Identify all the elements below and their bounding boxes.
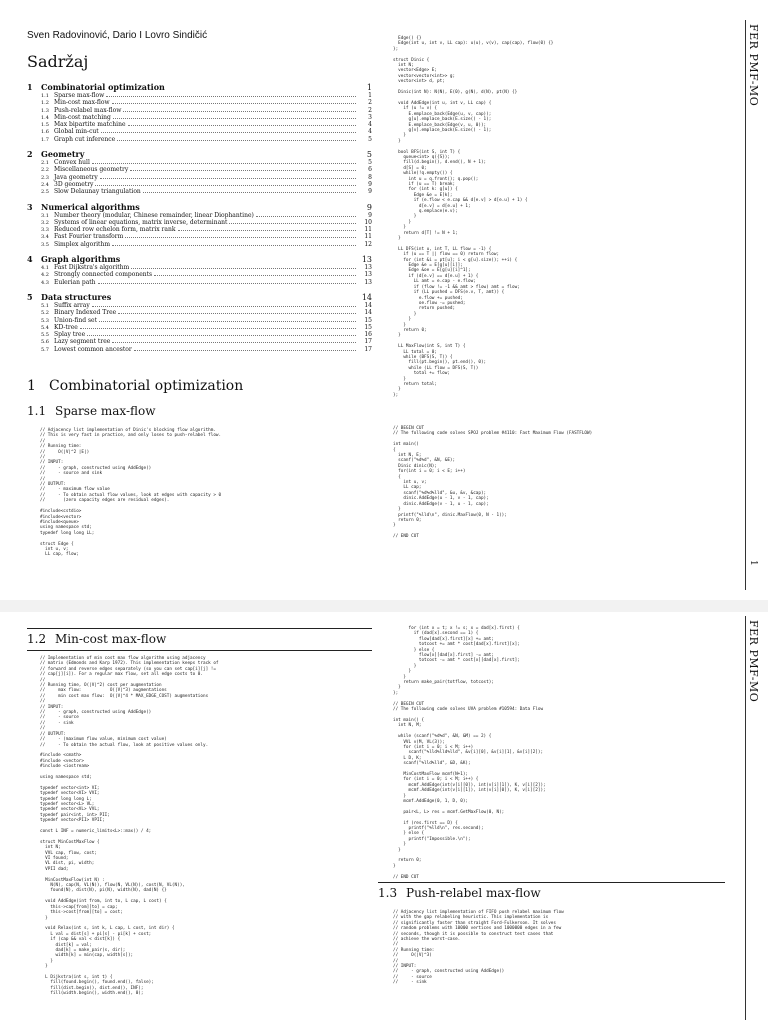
toc-dot-leader bbox=[95, 181, 356, 186]
toc-entry-page: 13 bbox=[364, 271, 372, 279]
toc-dot-leader bbox=[134, 346, 356, 351]
toc-section[interactable] bbox=[27, 82, 372, 92]
subsection-heading bbox=[27, 404, 156, 418]
toc-entry-number: 3.2 bbox=[41, 219, 49, 226]
toc-entry-number: 5.4 bbox=[41, 324, 49, 331]
toc-entry[interactable] bbox=[27, 271, 372, 278]
toc-entry-number: 1.7 bbox=[41, 136, 49, 143]
toc-entry[interactable] bbox=[27, 233, 372, 240]
toc-dot-leader bbox=[112, 338, 356, 343]
toc-section[interactable] bbox=[27, 254, 372, 264]
toc-entry-number: 2.5 bbox=[41, 189, 49, 196]
toc-entry-title: Union-find set bbox=[54, 316, 97, 324]
toc-entry-page: 15 bbox=[364, 316, 372, 324]
toc-entry-page: 1 bbox=[368, 92, 372, 99]
authors: Sven Radovinović, Dario I Lovro Sindičić bbox=[27, 30, 208, 41]
toc-dot-leader bbox=[87, 331, 356, 336]
toc-entry-number: 5.6 bbox=[41, 339, 49, 346]
toc-entry-number: 1.4 bbox=[41, 114, 49, 121]
page-number: 1 bbox=[748, 560, 758, 566]
toc-entry-page: 11 bbox=[364, 233, 372, 241]
toc-entry-title: Push-relabel max-flow bbox=[54, 106, 122, 114]
toc-entry-page: 6 bbox=[368, 166, 372, 174]
toc-section-num: 5 bbox=[27, 291, 33, 302]
toc-entry-number: 5.5 bbox=[41, 332, 49, 339]
toc-entry[interactable] bbox=[27, 188, 372, 195]
toc-entry-page: 2 bbox=[368, 106, 372, 114]
toc-section[interactable] bbox=[27, 292, 372, 302]
margin-mark: FER PMF-MO bbox=[747, 24, 760, 107]
toc-entry[interactable] bbox=[27, 331, 372, 338]
toc-dot-leader bbox=[178, 226, 357, 231]
toc-dot-leader bbox=[92, 159, 356, 164]
toc-entry-number: 1.2 bbox=[41, 100, 49, 107]
toc-entry-number: 4.3 bbox=[41, 279, 49, 286]
subsection-title: Min-cost max-flow bbox=[55, 632, 167, 646]
toc-entry-page: 12 bbox=[364, 240, 372, 248]
toc-entry-title: Number theory (modular, Chinese remainder, linear Diophantine) bbox=[54, 211, 254, 219]
toc-entry-title: Lowest common ancestor bbox=[54, 345, 132, 353]
toc-dot-leader bbox=[113, 114, 356, 119]
toc-entry-page: 9 bbox=[368, 188, 372, 196]
section-number: 1 bbox=[27, 378, 36, 394]
toc-dot-leader bbox=[118, 309, 356, 314]
code-block-push-relabel: // Adjacency list implementation of FIFO push relabel maximum flow // with the gap relabeling heuristic. This implementation is // significantly faster than straight Ford-Fulkerson. It solves // random problems with 10000 vertices and 1000000 edges in a few // seconds, though it is possible to construct test cases that // achieve the worst-case. // // Running time: // O(|V|^3) // // INPUT: // - graph, constructed using AddEdge() // - source // - sink bbox=[393, 910, 564, 986]
toc-entry-number: 5.1 bbox=[41, 302, 49, 309]
toc-entry-page: 4 bbox=[368, 121, 372, 129]
toc-section[interactable] bbox=[27, 202, 372, 212]
toc-entry-page: 4 bbox=[368, 128, 372, 136]
toc-entry[interactable] bbox=[27, 174, 372, 181]
toc-dot-leader bbox=[112, 99, 356, 104]
toc-entry[interactable] bbox=[27, 166, 372, 173]
toc-entry-title: Splay tree bbox=[54, 331, 86, 339]
subsection-number: 1.3 bbox=[378, 886, 398, 900]
toc-section-title: Data structures bbox=[41, 291, 112, 302]
toc-entry-title: Convex hull bbox=[54, 159, 90, 167]
toc-entry-number: 1.1 bbox=[41, 93, 49, 99]
code-block-dinic-header: // Adjacency list implementation of Dinic's blocking flow algorithm. // This is very fast in practice, and only loses to push-relabel flow. // // Running time: // O(|V|^2 |E|) // // INPUT: // - graph, constructed using AddEdge() // - source and sink // // OUTPUT: // - maximum flow value // - To obtain actual flow values, look at edges with capacity > 0 // (zero capacity edges are residual edges). #include<cstdio> #include<vector> #include<queue> using namespace std; typedef long long LL; struct Edge { int u, v; LL cap, flow; bbox=[40, 428, 222, 558]
subsection-heading bbox=[378, 886, 541, 900]
heading-rule bbox=[27, 650, 372, 651]
toc-dot-leader bbox=[106, 92, 356, 97]
toc-dot-leader bbox=[98, 279, 356, 284]
toc-section-title: Numerical algorithms bbox=[41, 201, 140, 212]
toc-entry[interactable] bbox=[27, 338, 372, 345]
heading-rule bbox=[27, 628, 372, 629]
toc-entry[interactable] bbox=[27, 114, 372, 121]
toc-entry-title: Global min-cut bbox=[54, 128, 99, 136]
toc-entry-number: 2.1 bbox=[41, 160, 49, 167]
toc-dot-leader bbox=[80, 324, 356, 329]
toc-entry-page: 10 bbox=[364, 218, 372, 226]
toc-dot-leader bbox=[154, 271, 356, 276]
toc-entry-number: 3.5 bbox=[41, 241, 49, 248]
margin-rule bbox=[745, 616, 746, 1020]
subsection-number: 1.2 bbox=[27, 632, 47, 646]
toc-entry-number: 3.1 bbox=[41, 212, 49, 219]
toc-entry-page: 9 bbox=[368, 211, 372, 219]
toc-section[interactable] bbox=[27, 149, 372, 159]
toc-entry[interactable] bbox=[27, 226, 372, 233]
toc-section-page: 1 bbox=[366, 83, 372, 92]
toc-entry-page: 5 bbox=[368, 135, 372, 143]
toc-section-page: 14 bbox=[361, 292, 372, 302]
toc-dot-leader bbox=[130, 166, 356, 171]
toc-entry-number: 4.1 bbox=[41, 265, 49, 272]
toc-entry-page: 14 bbox=[364, 309, 372, 317]
subsection-title: Sparse max-flow bbox=[55, 404, 156, 418]
toc-section-num: 4 bbox=[27, 254, 33, 265]
toc-entry-page: 16 bbox=[364, 331, 372, 339]
toc-entry[interactable] bbox=[27, 92, 372, 99]
subsection-number: 1.1 bbox=[27, 404, 47, 418]
toc-entry-title: Graph cut inference bbox=[54, 135, 116, 143]
toc-entry[interactable] bbox=[27, 241, 372, 248]
toc-entry-page: 8 bbox=[368, 173, 372, 181]
toc-entry-title: Binary Indexed Tree bbox=[54, 309, 117, 317]
toc-entry-title: Lazy segment tree bbox=[54, 338, 111, 346]
table-of-contents bbox=[27, 76, 372, 353]
code-block-mincost: // Implementation of min cost max flow algorithm using adjacency // matrix (Edmonds and Karp 1972). This implementation keeps track of // forward and reverse edges separately (so you can set cap[i][j] != // cap[j][i]). For a regular max flow, set all edge costs to 0. // // Running time, O(|V|^2) cost per augmentation // max flow: O(|V|^3) augmentations // min cost max flow: O(|V|^4 * MAX_EDGE_COST) augmentations // // INPUT: // - graph, constructed using AddEdge() // - source // - sink // // OUTPUT: // - (maximum flow value, minimum cost value) // - To obtain the actual flow, look at positive values only. #include <cmath> #include <vector> #include <iostream> using namespace std; typedef vector<int> VI; typedef vector<VI> VVI; typedef long long L; typedef vector<L> VL; typedef vector<VL> VVL; typedef pair<int, int> PII; typedef vector<PII> VPII; const L INF = numeric_limits<L>::max() / 4; struct MinCostMaxFlow { int N; VVL cap, flow, cost; VI found; VL dist, pi, width; VPII dad; MinCostMaxFlow(int N) : N(N), cap(N, VL(N)), flow(N, VL(N)), cost(N, VL(N)), found(N), dist(N), pi(N), width(N), dad(N) {} void AddEdge(int from, int to, L cap, L cost) { this->cap[from][to] = cap; this->cost[from][to] = cost; } void Relax(int s, int k, L cap, L cost, int dir) { L val = dist[s] + pi[s] - pi[k] + cost; if (cap && val < dist[k]) { dist[k] = val; dad[k] = make_pair(s, dir); width[k] = min(cap, width[s]); } } L Dijkstra(int s, int t) { fill(found.begin(), found.end(), false); fill(dist.begin(), dist.end(), INF); fill(width.begin(), width.end(), 0); bbox=[40, 656, 219, 997]
toc-section-title: Combinatorial optimization bbox=[41, 82, 165, 92]
toc-entry[interactable] bbox=[27, 212, 372, 219]
toc-dot-leader bbox=[128, 121, 357, 126]
toc-entry[interactable] bbox=[27, 279, 372, 286]
toc-dot-leader bbox=[101, 128, 356, 133]
toc-entry-number: 3.3 bbox=[41, 227, 49, 234]
toc-entry-title: Eulerian path bbox=[54, 278, 96, 286]
toc-entry[interactable] bbox=[27, 219, 372, 226]
subsection-title: Push-relabel max-flow bbox=[406, 886, 541, 900]
toc-entry-title: Fast Fourier transform bbox=[54, 233, 124, 241]
toc-entry-number: 2.4 bbox=[41, 181, 49, 188]
section-heading bbox=[27, 378, 243, 394]
margin-mark: FER PMF-MO bbox=[747, 620, 760, 703]
toc-entry-number: 5.2 bbox=[41, 310, 49, 317]
toc-entry-page: 15 bbox=[364, 323, 372, 331]
toc-dot-leader bbox=[143, 188, 356, 193]
toc-entry-title: Systems of linear equations, matrix inverse, determinant bbox=[54, 218, 228, 226]
toc-dot-leader bbox=[256, 212, 356, 217]
toc-entry-number: 5.7 bbox=[41, 346, 49, 353]
toc-entry-number: 2.2 bbox=[41, 167, 49, 174]
page-gap bbox=[0, 600, 768, 612]
toc-entry[interactable] bbox=[27, 99, 372, 106]
toc-entry-page: 3 bbox=[368, 113, 372, 121]
toc-entry-page: 11 bbox=[364, 226, 372, 234]
document-page-2 bbox=[0, 612, 768, 1024]
toc-entry-number: 3.4 bbox=[41, 234, 49, 241]
toc-entry-page: 13 bbox=[364, 264, 372, 272]
toc-dot-leader bbox=[125, 233, 356, 238]
toc-dot-leader bbox=[229, 219, 356, 224]
toc-entry[interactable] bbox=[27, 309, 372, 316]
toc-entry-title: Reduced row echelon form, matrix rank bbox=[54, 226, 176, 234]
toc-section-title: Graph algorithms bbox=[41, 254, 121, 265]
toc-dot-leader bbox=[123, 107, 356, 112]
subsection-heading bbox=[27, 632, 166, 646]
code-block-dinic-main: // BEGIN CUT // The following code solves SPOJ problem #4110: Fast Maximum Flow (FASTFLOW) int main() { int N, E; scanf("%d%d", &N, &E); Dinic dinic(N); for(int i = 0; i < E; i++) { int u, v; LL cap; scanf("%d%d%lld", &u, &v, &cap); dinic.AddEdge(u - 1, v - 1, cap); dinic.AddEdge(v - 1, u - 1, cap); } printf("%lld\n", dinic.MaxFlow(0, N - 1)); return 0; } // END CUT bbox=[393, 426, 593, 540]
section-title: Combinatorial optimization bbox=[49, 378, 244, 394]
toc-entry-number: 4.2 bbox=[41, 272, 49, 279]
toc-entry-title: KD-tree bbox=[54, 323, 78, 331]
toc-entry-title: Min-cost matching bbox=[54, 113, 111, 121]
toc-entry-title: Java geometry bbox=[54, 173, 98, 181]
toc-entry[interactable] bbox=[27, 121, 372, 128]
toc-entry-number: 1.6 bbox=[41, 129, 49, 136]
toc-section-page: 5 bbox=[366, 150, 372, 160]
toc-entry-page: 14 bbox=[364, 301, 372, 309]
toc-entry-number: 5.3 bbox=[41, 317, 49, 324]
toc-entry[interactable] bbox=[27, 128, 372, 135]
toc-entry[interactable] bbox=[27, 136, 372, 143]
toc-dot-leader bbox=[99, 317, 356, 322]
toc-entry-page: 2 bbox=[368, 99, 372, 107]
toc-entry-title: Min-cost max-flow bbox=[54, 99, 110, 107]
toc-section-num: 2 bbox=[27, 149, 33, 160]
toc-dot-leader bbox=[112, 241, 356, 246]
toc-entry-title: Sparse max-flow bbox=[54, 92, 105, 99]
heading-rule bbox=[378, 882, 725, 883]
toc-entry-title: 3D geometry bbox=[54, 180, 94, 188]
toc-entry-number: 2.3 bbox=[41, 174, 49, 181]
toc-title: Sadržaj bbox=[27, 52, 89, 71]
toc-entry[interactable] bbox=[27, 159, 372, 166]
toc-section-page: 13 bbox=[361, 255, 372, 265]
toc-entry-title: Suffix array bbox=[54, 301, 90, 309]
toc-entry-title: Simplex algorithm bbox=[54, 240, 111, 248]
toc-entry[interactable] bbox=[27, 107, 372, 114]
toc-entry-title: Strongly connected components bbox=[54, 271, 153, 279]
toc-entry[interactable] bbox=[27, 181, 372, 188]
toc-entry[interactable] bbox=[27, 317, 372, 324]
code-block-dinic-impl: Edge() {} Edge(int u, int v, LL cap): u(u), v(v), cap(cap), flow(0) {} }; struct Dinic { int N; vector<Edge> E; vector<vector<int>> g; vector<int> d, pt; Dinic(int N): N(N), E(0), g(N), d(N), pt(N) {} void AddEdge(int u, int v, LL cap) { if (u != v) { E.emplace_back(Edge(u, v, cap)); g[u].emplace_back(E.size() - 1); E.emplace_back(Edge(v, u, 0)); g[v].emplace_back(E.size() - 1); } } bool BFS(int S, int T) { queue<int> q({S}); fill(d.begin(), d.end(), N + 1); d[S] = 0; while(!q.empty()) { int u = q.front(); q.pop(); if (u == T) break; for (int k: g[u]) { Edge &e = E[k]; if (e.flow < e.cap && d[e.v] > d[e.u] + 1) { d[e.v] = d[e.u] + 1; q.emplace(e.v); } } } return d[T] != N + 1; } LL DFS(int u, int T, LL flow = -1) { if (u == T || flow == 0) return flow; for (int &i = pt[u]; i < g[u].size(); ++i) { Edge &e = E[g[u][i]]; Edge &oe = E[g[u][i]^1]; if (d[e.v] == d[e.u] + 1) { LL amt = e.cap - e.flow; if (flow != -1 && amt > flow) amt = flow; if (LL pushed = DFS(e.v, T, amt)) { e.flow += pushed; oe.flow -= pushed; return pushed; } } } return 0; } LL MaxFlow(int S, int T) { LL total = 0; while (BFS(S, T)) { fill(pt.begin(), pt.end(), 0); while (LL flow = DFS(S, T)) total += flow; } return total; } }; bbox=[393, 36, 554, 398]
toc-entry-page: 13 bbox=[364, 278, 372, 286]
toc-entry-page: 17 bbox=[364, 345, 372, 353]
toc-entry-number: 1.5 bbox=[41, 122, 49, 129]
toc-section-page: 9 bbox=[366, 202, 372, 212]
toc-entry[interactable] bbox=[27, 346, 372, 353]
toc-entry-page: 5 bbox=[368, 159, 372, 167]
toc-entry[interactable] bbox=[27, 264, 372, 271]
toc-entry-title: Fast Dijkstra's algorithm bbox=[54, 264, 130, 272]
toc-section-num: 1 bbox=[27, 82, 33, 92]
toc-dot-leader bbox=[131, 264, 356, 269]
toc-dot-leader bbox=[92, 302, 356, 307]
toc-entry-title: Max bipartite matchine bbox=[54, 121, 126, 129]
toc-section-title: Geometry bbox=[41, 149, 85, 160]
code-block-mincost-main: for (int x = t; x != s; x = dad[x].first) { if (dad[x].second == 1) { flow[dad[x].first][x] += amt; totcost += amt * cost[dad[x].first][x]; } else { flow[x][dad[x].first] -= amt; totcost -= amt * cost[x][dad[x].first]; } } } return make_pair(totflow, totcost); } }; // BEGIN CUT // The following code solves UVA problem #10594: Data Flow int main() { int N, M; while (scanf("%d%d", &N, &M) == 2) { VVL v(M, VL(3)); for (int i = 0; i < M; i++) scanf("%lld%lld%lld", &v[i][0], &v[i][1], &v[i][2]); L D, K; scanf("%lld%lld", &D, &K); MinCostMaxFlow mcmf(N+1); for (int i = 0; i < M; i++) { mcmf.AddEdge(int(v[i][0]), int(v[i][1]), K, v[i][2]); mcmf.AddEdge(int(v[i][1]), int(v[i][0]), K, v[i][2]); } mcmf.AddEdge(0, 1, D, 0); pair<L, L> res = mcmf.GetMaxFlow(0, N); if (res.first == D) { printf("%lld\n", res.second); } else { printf("Impossible.\n"); } } return 0; } // END CUT bbox=[393, 626, 546, 880]
toc-entry-title: Miscellaneous geometry bbox=[54, 166, 129, 174]
margin-rule bbox=[745, 20, 746, 590]
toc-entry-title: Slow Delaunay triangulation bbox=[54, 188, 141, 196]
toc-dot-leader bbox=[117, 136, 356, 141]
toc-entry[interactable] bbox=[27, 324, 372, 331]
toc-dot-leader bbox=[100, 174, 356, 179]
toc-section-num: 3 bbox=[27, 201, 33, 212]
toc-entry[interactable] bbox=[27, 302, 372, 309]
toc-entry-page: 9 bbox=[368, 180, 372, 188]
toc-entry-number: 1.3 bbox=[41, 107, 49, 114]
toc-entry-page: 17 bbox=[364, 338, 372, 346]
